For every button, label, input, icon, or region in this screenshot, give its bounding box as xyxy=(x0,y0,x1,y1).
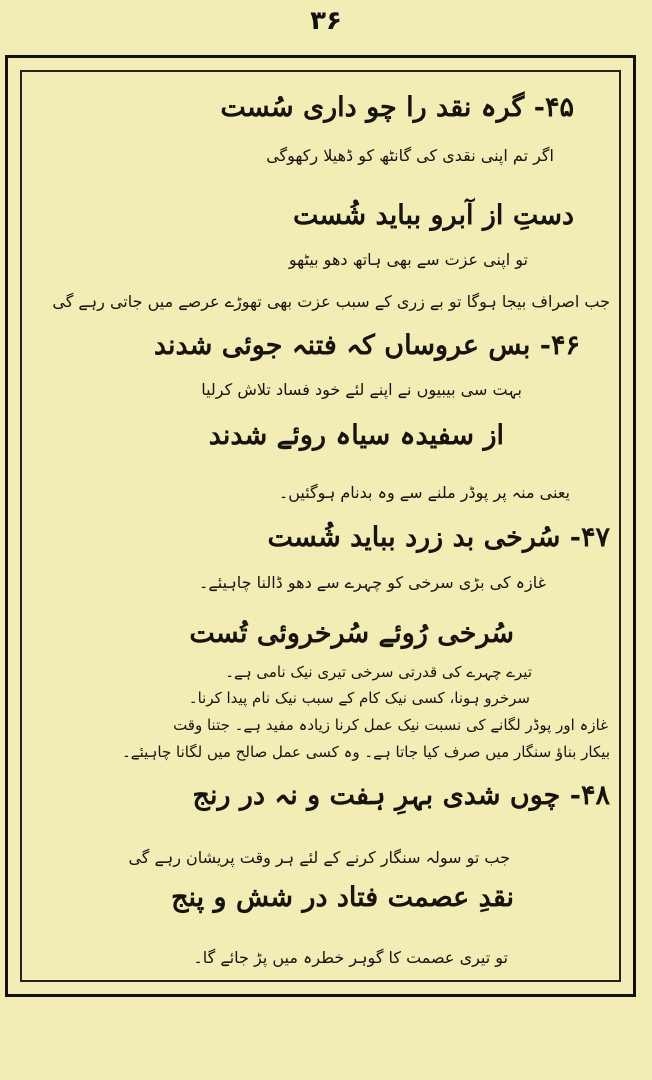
text-line: تو تیری عصمت کا گوہر خطرہ میں پڑ جائے گا۔ xyxy=(193,948,508,967)
text-line: بہت سی بیبیوں نے اپنے لئے خود فساد تلاش کرلیا xyxy=(201,380,522,399)
page-number: ۳۶ xyxy=(310,6,342,36)
text-line: تو اپنی عزت سے بھی ہاتھ دھو بیٹھو xyxy=(288,250,528,269)
text-line: جب اصراف بیجا ہوگا تو بے زری کے سبب عزت بھی تھوڑے عرصے میں جاتی رہے گی xyxy=(52,292,610,311)
text-line: غازہ کی بڑی سرخی کو چہرے سے دھو ڈالنا چاہیئے۔ xyxy=(199,573,546,592)
verse-heading: ۴۶- بس عروساں کہ فتنہ جوئی شدند xyxy=(153,330,580,361)
verse-heading: سُرخی رُوئے سُرخروئی تُست xyxy=(189,618,514,649)
verse-heading: دستِ از آبرو بباید شُست xyxy=(292,200,574,231)
verse-heading: ۴۸- چوں شدی بہرِ ہفت و نہ در رنج xyxy=(192,780,610,811)
text-line: بیکار بناؤ سنگار میں صرف کیا جاتا ہے۔ وہ کسی عمل صالح میں لگانا چاہیئے۔ xyxy=(121,743,610,761)
text-line: سرخرو ہونا، کسی نیک کام کے سبب نیک نام پیدا کرنا۔ xyxy=(188,689,530,707)
text-line: تیرے چہرے کی قدرتی سرخی تیری نیک نامی ہے۔ xyxy=(225,663,532,681)
verse-heading: نقدِ عصمت فتاد در شش و پنج xyxy=(171,882,514,913)
text-line: اگر تم اپنی نقدی کی گانٹھ کو ڈھیلا رکھوگی xyxy=(266,146,554,165)
text-line: جب تو سولہ سنگار کرنے کے لئے ہر وقت پریشان رہے گی xyxy=(128,848,510,867)
verse-heading: ۴۷- سُرخی بد زرد بباید شُست xyxy=(267,522,610,553)
verse-heading: از سفیدہ سیاہ روئے شدند xyxy=(208,420,504,451)
verse-heading: ۴۵- گرہ نقد را چو داری سُست xyxy=(220,92,574,123)
text-line: غازہ اور پوڈر لگانے کی نسبت نیک عمل کرنا زیادہ مفید ہے۔ جتنا وقت xyxy=(173,716,608,734)
text-line: یعنی منہ پر پوڈر ملنے سے وہ بدنام ہوگئیں۔ xyxy=(278,483,570,502)
